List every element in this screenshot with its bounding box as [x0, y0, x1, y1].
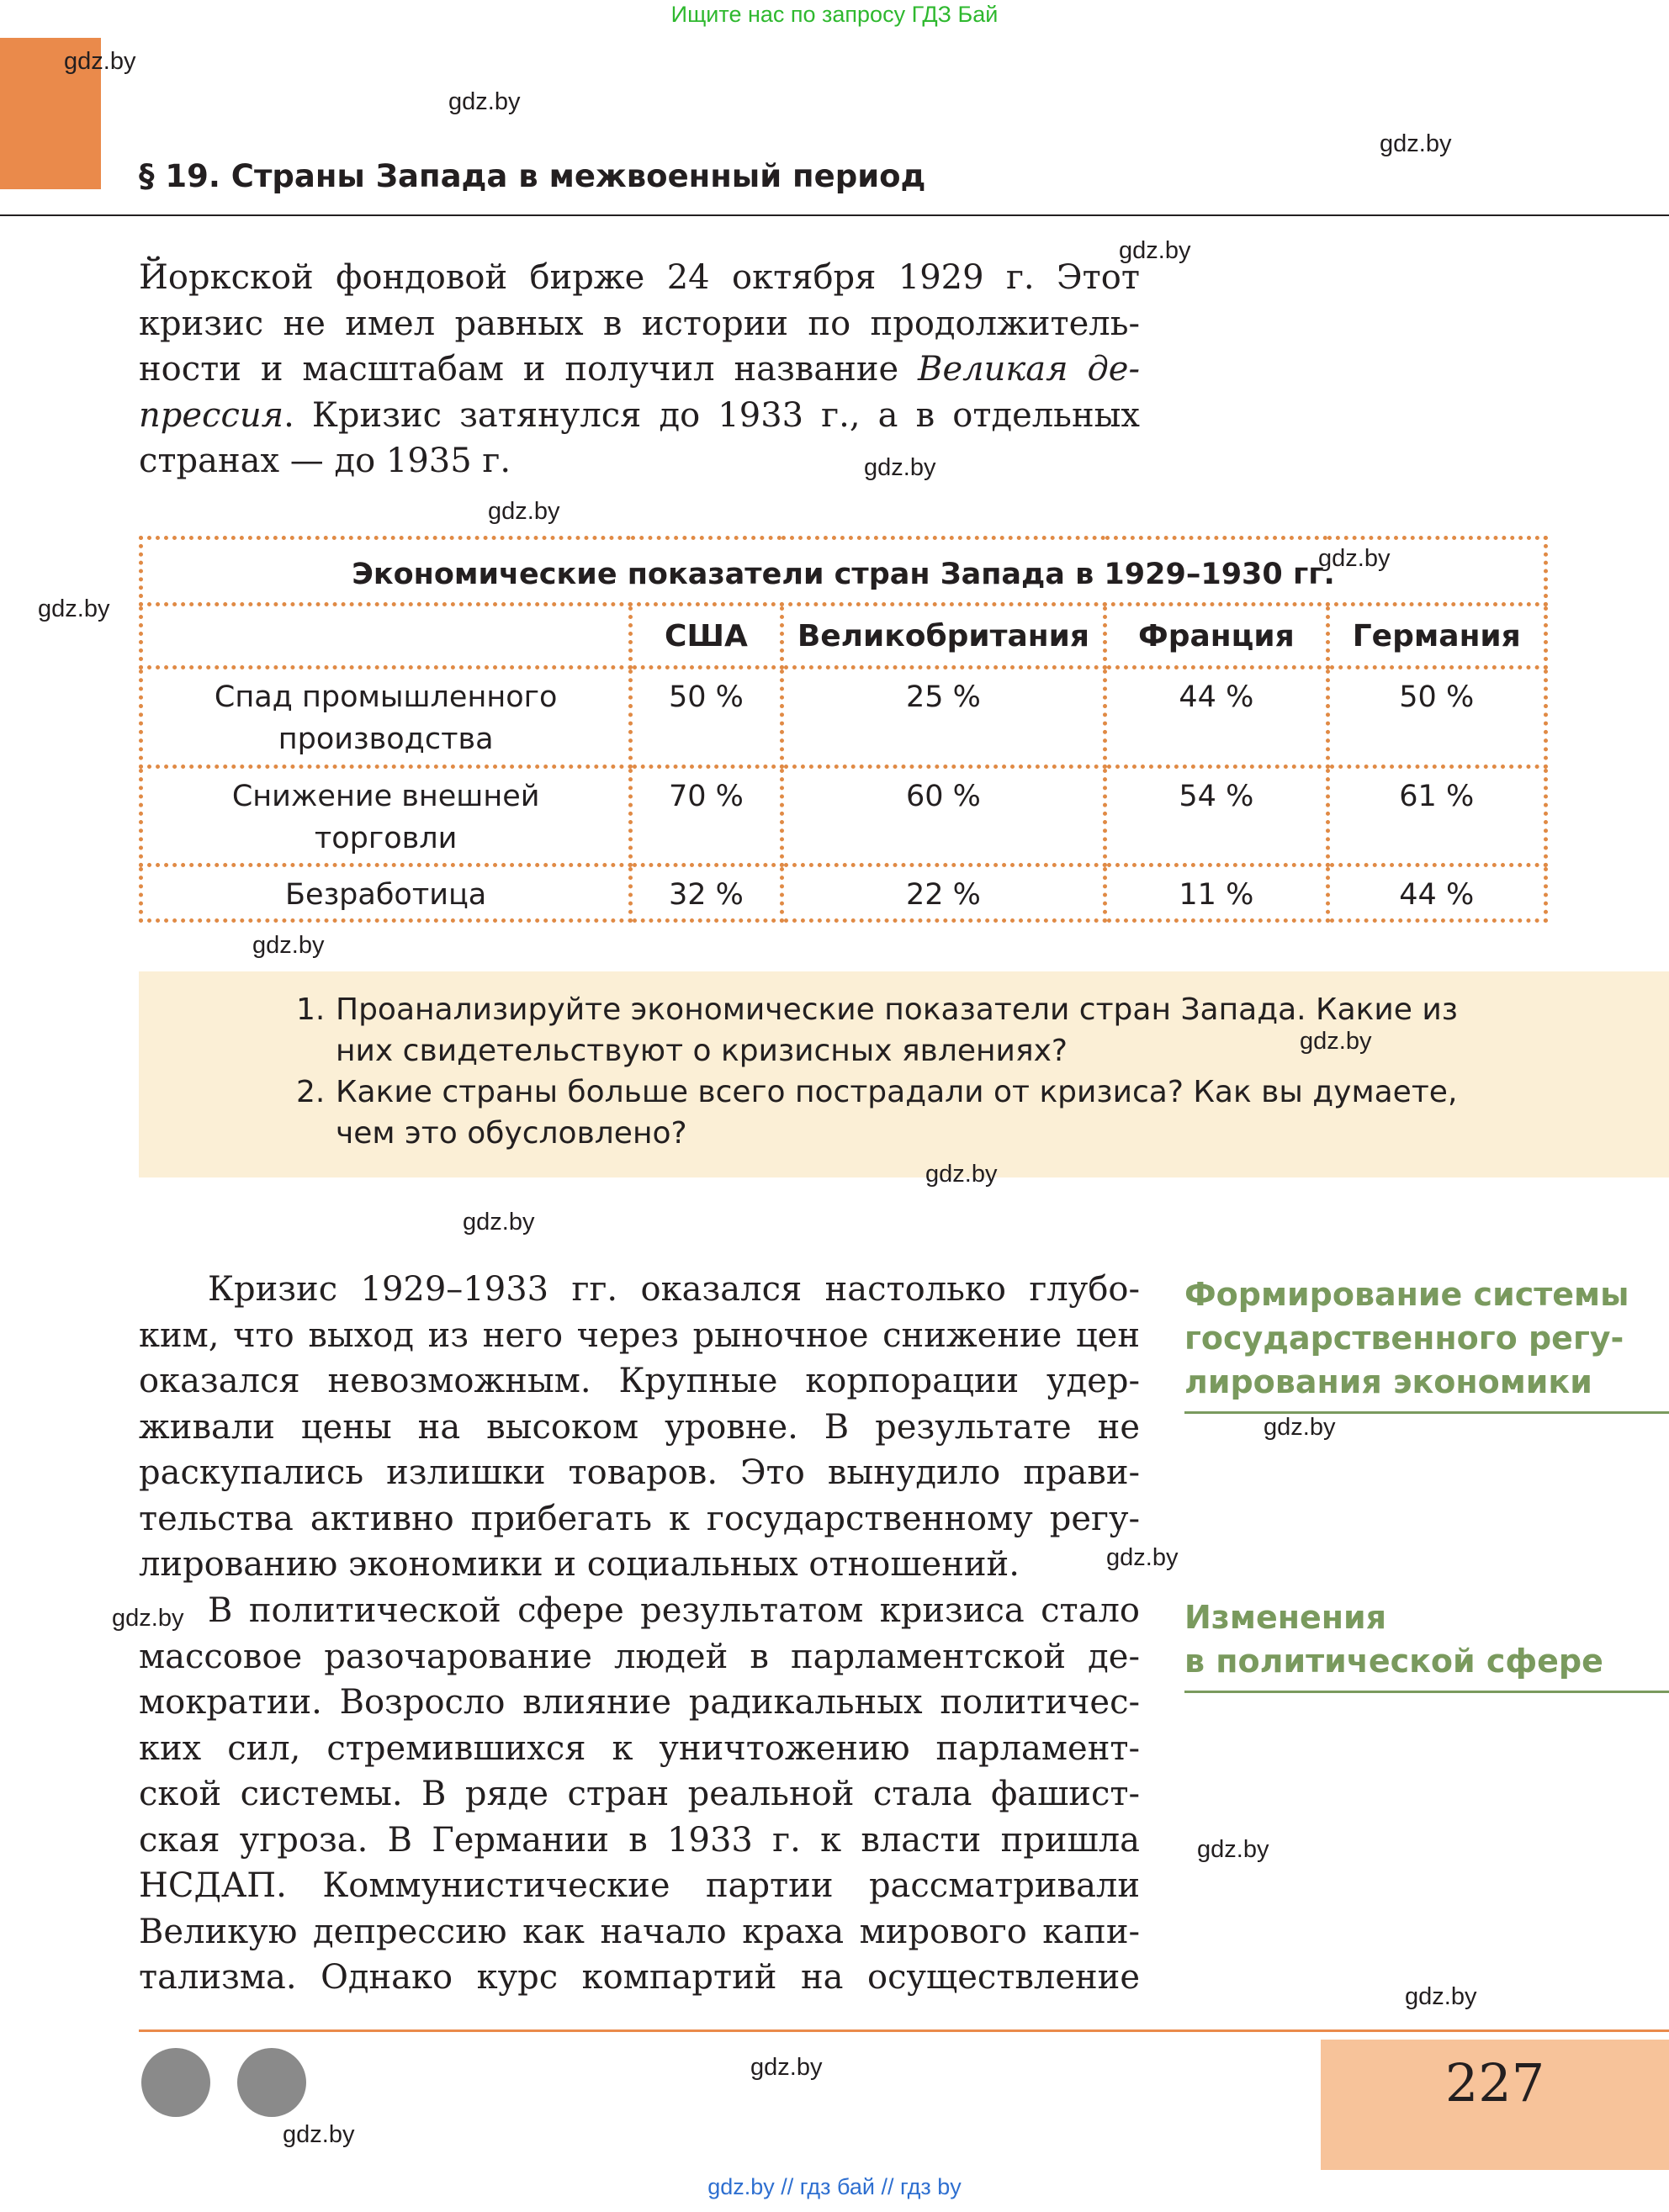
watermark: gdz.by: [1264, 1414, 1336, 1441]
paragraph-intro: [139, 255, 1140, 484]
row-label-line: Снижение внешней: [231, 780, 540, 813]
watermark: gdz.by: [448, 88, 521, 115]
question-line: них свидетельствуют о кризисных явлениях?: [336, 1034, 1068, 1068]
table-cell: 44 %: [1105, 668, 1327, 767]
paragraph-line: ская угроза. В Германии в 1933 г. к власти пришла: [139, 1820, 1140, 1860]
question-item: [296, 989, 1458, 1072]
paragraph-line: ской системы. В ряде стран реальной стала фашист-: [139, 1775, 1140, 1813]
column-header-usa: США: [631, 605, 782, 668]
question-number: 2.: [296, 1075, 326, 1109]
table-cell: 54 %: [1105, 767, 1327, 865]
side-heading-politics: [1184, 1595, 1647, 1683]
side-heading-line: Изменения: [1184, 1599, 1387, 1636]
paragraph-line: ких сил, стремившихся к уничтожению парламент-: [139, 1728, 1140, 1768]
table-cell: 32 %: [631, 865, 782, 921]
row-label: [141, 668, 631, 767]
question-line: Проанализируйте экономические показатели стран Запада. Какие из: [336, 992, 1458, 1027]
paragraph-line: оказался невозможным. Крупные корпорации удер-: [139, 1362, 1140, 1400]
side-heading-rule: [1184, 1411, 1669, 1414]
watermark: gdz.by: [64, 48, 136, 75]
paragraph-line: массовое разочарование людей в парламентской де-: [139, 1637, 1140, 1676]
row-label: [141, 767, 631, 865]
table-cell: 50 %: [631, 668, 782, 767]
paragraph-line: живали цены на высоком уровне. В результате не: [139, 1407, 1140, 1447]
row-label-line: Безработица: [285, 878, 487, 912]
side-heading-line: государственного регу-: [1184, 1320, 1624, 1357]
table-cell: 60 %: [782, 767, 1105, 865]
column-header-uk: Великобритания: [782, 605, 1105, 668]
paragraph-line: Великую депрессию как начало краха мирового капи-: [139, 1912, 1140, 1951]
table-row: [141, 767, 1546, 865]
footer-links[interactable]: gdz.by // гдз бай // гдз by: [707, 2174, 962, 2199]
table-cell: 50 %: [1327, 668, 1546, 767]
column-header-germany: Германия: [1327, 605, 1546, 668]
paragraph-line: мократии. Возросло влияние радикальных политичес-: [139, 1683, 1140, 1722]
side-heading-line: Формирование системы: [1184, 1276, 1629, 1313]
table-cell: 11 %: [1105, 865, 1327, 921]
watermark: gdz.by: [864, 454, 936, 481]
row-label-line: торговли: [314, 822, 458, 855]
watermark: gdz.by: [925, 1161, 998, 1188]
paragraph-line: [139, 347, 1140, 393]
difficulty-dot-icon: [141, 2048, 210, 2117]
paragraph-line: странах — до 1935 г.: [139, 442, 511, 480]
table-cell: 25 %: [782, 668, 1105, 767]
questions-list: [296, 989, 1458, 1154]
watermark: gdz.by: [750, 2054, 823, 2081]
watermark: gdz.by: [38, 595, 110, 622]
column-header-france: Франция: [1105, 605, 1327, 668]
watermark: gdz.by: [1300, 1028, 1372, 1055]
term-great-depression: прессия: [139, 395, 284, 435]
economic-indicators-table: [139, 536, 1548, 923]
question-number: 1.: [296, 992, 326, 1027]
page-header-title: § 19. Страны Запада в межвоенный период: [139, 158, 926, 194]
page-number: 227: [1444, 2052, 1545, 2114]
table-row: [141, 865, 1546, 921]
table-cell: 22 %: [782, 865, 1105, 921]
watermark: gdz.by: [283, 2121, 355, 2148]
watermark: gdz.by: [463, 1209, 535, 1236]
side-heading-regulation: [1184, 1273, 1647, 1404]
term-great-depression: Великая де-: [918, 350, 1140, 389]
paragraph-line: прессия. Кризис затянулся до 1933 г., а в отдельных: [139, 395, 1140, 435]
top-search-note: Ищите нас по запросу ГДЗ Бай: [670, 2, 999, 27]
watermark: gdz.by: [1318, 545, 1391, 572]
watermark: gdz.by: [1197, 1836, 1269, 1863]
paragraph-line: тализма. Однако курс компартий на осуществление: [139, 1958, 1140, 1997]
watermark: gdz.by: [488, 498, 560, 525]
row-label-line: Спад промышленного: [214, 680, 558, 714]
side-heading-line: в политической сфере: [1184, 1643, 1603, 1680]
paragraph-regulation: [139, 1267, 1140, 1588]
paragraph-politics: [139, 1588, 1140, 2001]
question-item: [296, 1072, 1458, 1154]
paragraph-line: кризис не имел равных в истории по продолжитель-: [139, 304, 1140, 343]
paragraph-line: В политической сфере результатом кризиса стало: [208, 1591, 1140, 1630]
footer-divider: [139, 2029, 1669, 2032]
question-line: чем это обусловлено?: [336, 1116, 687, 1151]
question-line: Какие страны больше всего пострадали от кризиса? Как вы думаете,: [336, 1075, 1458, 1109]
row-label-line: производства: [278, 722, 494, 756]
table-cell: 70 %: [631, 767, 782, 865]
side-heading-rule: [1184, 1691, 1669, 1693]
paragraph-line: ким, что выход из него через рыночное снижение цен: [139, 1315, 1140, 1355]
paragraph-line: лированию экономики и социальных отношений.: [139, 1545, 1020, 1584]
side-heading-line: лирования экономики: [1184, 1363, 1592, 1400]
header-divider: [0, 214, 1669, 216]
paragraph-line: раскупались излишки товаров. Это вынудило прави-: [139, 1453, 1140, 1492]
table-cell: 61 %: [1327, 767, 1546, 865]
watermark: gdz.by: [112, 1605, 184, 1632]
row-label: [141, 865, 631, 921]
difficulty-dot-icon: [237, 2048, 306, 2117]
table-row: [141, 668, 1546, 767]
paragraph-line: тельства активно прибегать к государственному регу-: [139, 1499, 1140, 1538]
paragraph-line-part: ности и масштабам и получил название: [139, 350, 919, 389]
paragraph-line: Йоркской фондовой бирже 24 октября 1929 г. Этот: [139, 258, 1140, 297]
watermark: gdz.by: [1405, 1983, 1477, 2010]
watermark: gdz.by: [252, 932, 325, 959]
table-cell: 44 %: [1327, 865, 1546, 921]
watermark: gdz.by: [1380, 130, 1452, 157]
watermark: gdz.by: [1106, 1544, 1179, 1571]
column-header-empty: [141, 605, 631, 668]
paragraph-line: НСДАП. Коммунистические партии рассматривали: [139, 1866, 1140, 1905]
table-caption: Экономические показатели стран Запада в 1929–1930 гг.: [141, 538, 1546, 605]
watermark: gdz.by: [1119, 237, 1191, 264]
paragraph-line: Кризис 1929–1933 гг. оказался настолько глубо-: [208, 1270, 1140, 1309]
